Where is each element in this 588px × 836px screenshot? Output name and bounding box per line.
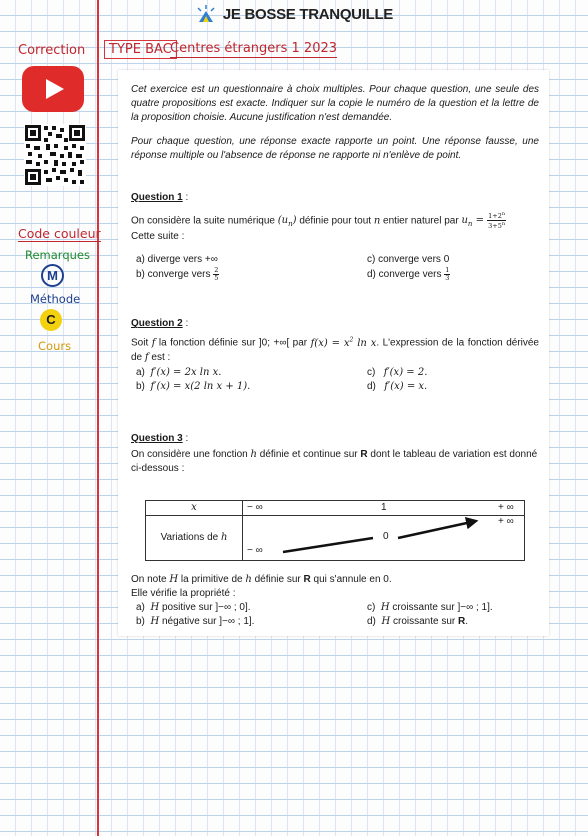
methode-badge-icon: M [41,264,64,287]
option-2a: a) f′(x) = 2x ln x. [136,366,222,378]
question-3-title: Question 3 [131,432,183,444]
exam-subtitle: Centres étrangers 1 2023 [170,41,338,56]
option-1b: b) converge vers $\frac{2}{5}$ [136,266,219,283]
variation-arrows [243,516,524,560]
h-zero: 0 [383,531,389,542]
brand-header [0,4,588,24]
table-x-header: x [146,501,243,516]
question-3-note: On note H la primitive de h définie sur R qui s'annule en 0. [131,574,392,585]
option-1c: c) converge vers 0 [367,254,450,266]
legend-methode: Méthode [30,292,81,306]
question-2-options [131,366,539,394]
table-row-label: Variations de h [146,516,243,560]
question-1-prompt: Cette suite : [131,231,185,243]
cours-badge-icon: C [40,309,62,331]
option-1d: d) converge vers $\frac{1}{3}$ [367,266,450,283]
option-2d: d) f′(x) = x. [367,380,428,392]
x-minus-infinity: − ∞ [247,502,263,513]
brand-name: JE BOSSE TRANQUILLE [222,6,394,23]
qr-code-icon[interactable] [24,124,86,186]
table-x-values [243,501,524,516]
x-one: 1 [381,502,387,513]
legend-cours: Cours [38,339,72,353]
type-bac-badge: TYPE BAC [104,40,177,59]
intro-paragraph-1: Cet exercice est un questionnaire à choix multiples. Pour chaque question, une seule des quatre propositions est exacte. Indiquer sur la copie le numéro de la question et la lettre de la proposition choisie. Aucune justification n'est demandée. [131,84,539,123]
option-2c: c) f′(x) = 2. [367,366,428,378]
option-3d: d) H croissante sur R. [367,616,469,627]
option-2b: b) f′(x) = x(2 ln x + 1). [136,380,251,392]
question-3: Question 3 : On considère une fonction h définie et continue sur R dont le tableau de variation est donné ci-dessous : [131,432,538,474]
exercise-content [131,83,539,476]
option-3b: b) H négative sur ]−∞ ; 1]. [136,616,255,627]
option-3c: c) H croissante sur ]−∞ ; 1]. [367,602,493,613]
increasing-arrow-1 [283,538,373,552]
question-3-prompt: Elle vérifie la propriété : [131,588,236,599]
intro-paragraph-2: Pour chaque question, une réponse exacte rapporte un point. Une réponse fausse, une réponse multiple ou l'absence de réponse ne rapporte ni n'enlève de point. [131,136,539,161]
question-2-stem: Soit f la fonction définie sur ]0; +∞[ par $f(x) = x^2$ ln x. L'expression de la fonction dérivée de f est : [131,336,539,363]
legend-remarques: Remarques [25,248,90,262]
variation-table [145,500,525,561]
question-1-title: Question 1 [131,192,183,203]
option-1a: a) diverge vers +∞ [136,254,218,266]
youtube-play-icon[interactable] [22,66,84,112]
question-3-options [131,601,539,629]
brand-logo-icon [195,4,217,24]
question-1-stem: On considère la suite numérique $(u_n)$ définie pour tout n entier naturel par $u_n$ = $\frac{1+2^n}{3+5^n}$ [131,211,506,231]
question-3-followup [131,573,539,629]
h-minus-infinity: − ∞ [247,545,263,556]
legend-title: Code couleur [18,226,101,241]
increasing-arrow-2 [398,521,476,538]
question-2: Question 2 : Soit f la fonction définie sur ]0; +∞[ par $f(x) = x^2$ ln x. L'expression de la fonction dérivée de f est : a) f′(x) = 2x ln x. c) f′(x) = 2. b) f′(x) = x(2 ln x + 1). d) f′(x) = x. [131,318,539,392]
correction-label: Correction [18,43,86,58]
margin-line [97,0,99,836]
option-3a: a) H positive sur ]−∞ ; 0]. [136,602,251,613]
question-3-stem: On considère une fonction h définie et continue sur R dont le tableau de variation est donné ci-dessous : [131,448,538,474]
x-plus-infinity: + ∞ [498,502,514,513]
h-plus-infinity: + ∞ [498,516,514,527]
question-2-title: Question 2 [131,318,183,330]
question-1-options [131,253,539,282]
sequence-formula: $\frac{1+2^n}{3+5^n}$ [488,211,506,231]
question-1: Question 1 : On considère la suite numérique $(u_n)$ définie pour tout n entier naturel par $u_n$ = $\frac{1+2^n}{3+5^n}$ Cette suite : a) diverge vers +∞ c) converge vers 0 b) converge vers $\frac{2}{5}$ d) converge vers $\frac{1}{3}$ [131,191,539,282]
